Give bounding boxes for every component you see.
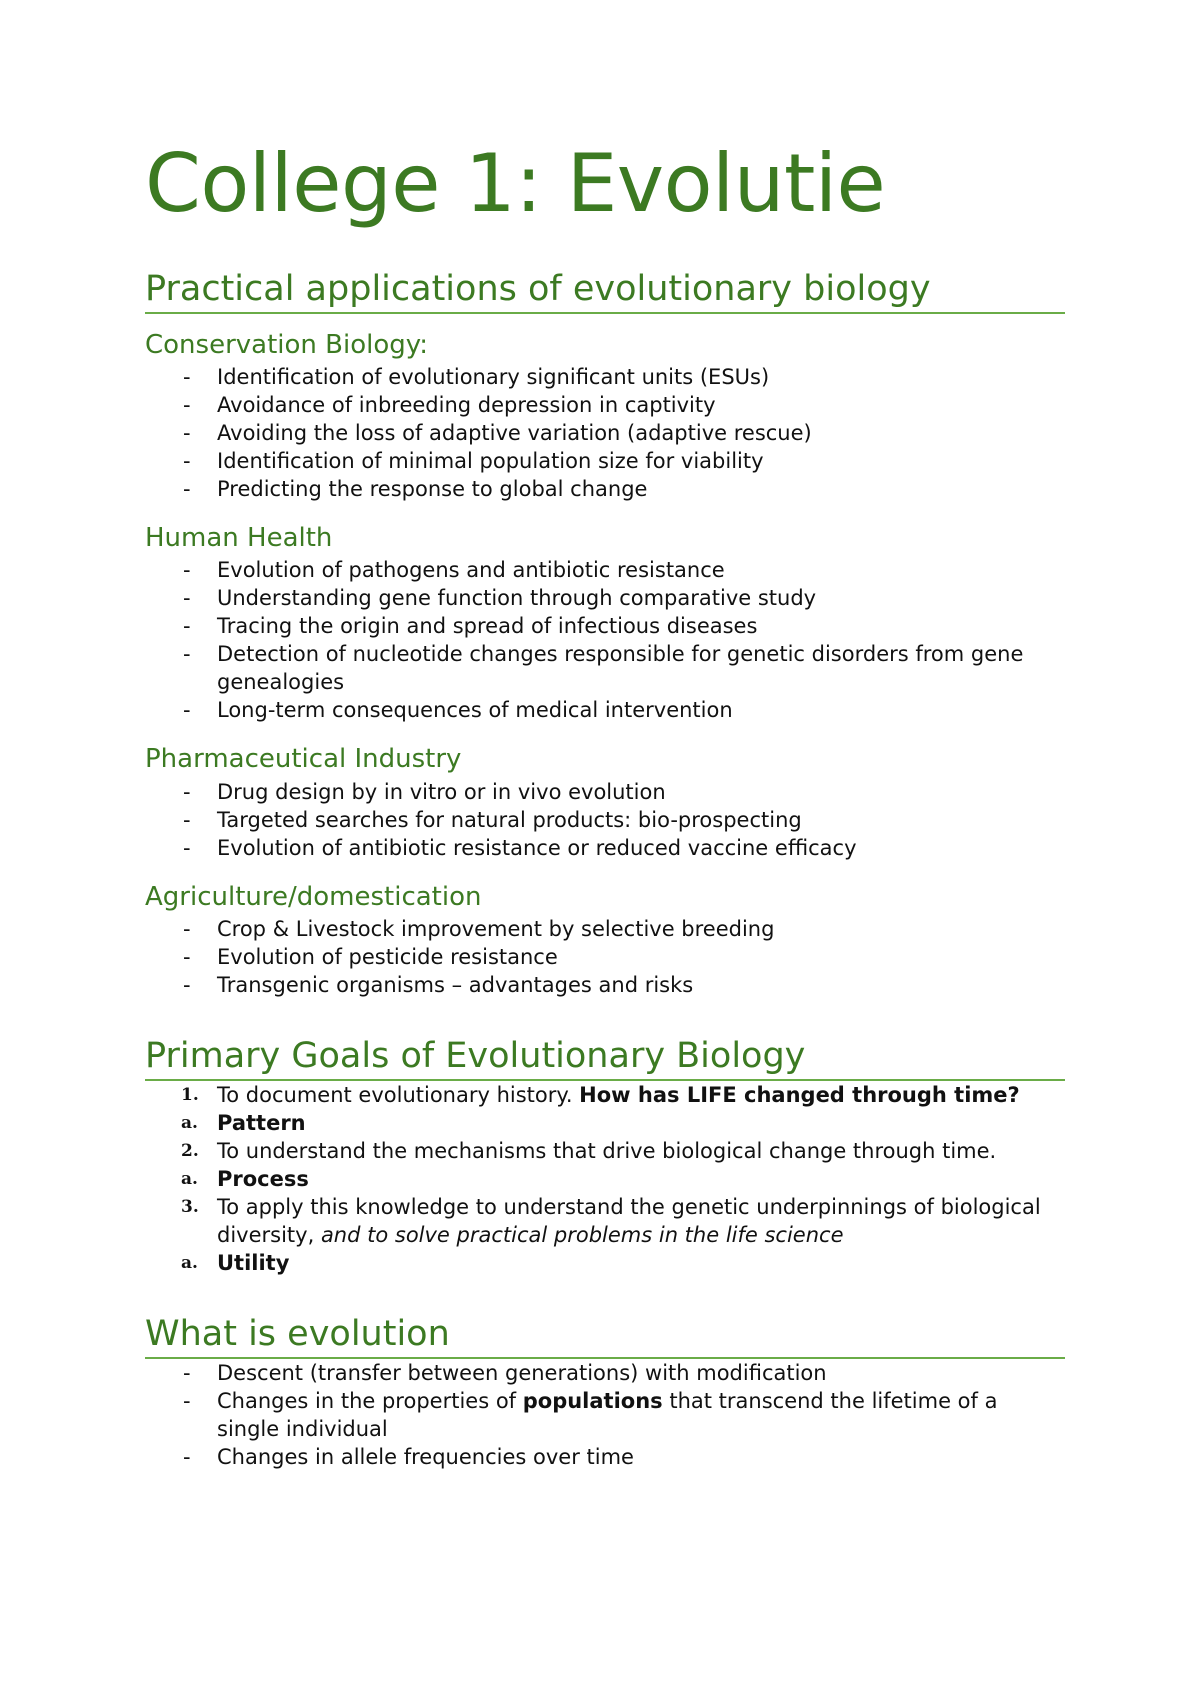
dash-marker: - (183, 807, 191, 832)
dash-marker: - (183, 1444, 191, 1469)
goal-subitem-text: Utility (217, 1250, 290, 1275)
list-item-text: Avoiding the loss of adaptive variation (adaptive rescue) (217, 421, 812, 446)
list-item (145, 1443, 1065, 1471)
dash-marker: - (183, 365, 191, 390)
dash-marker: - (183, 614, 191, 639)
goal-text: To document evolutionary history. (217, 1082, 580, 1107)
list-item (145, 971, 1065, 999)
number-marker: 2. (181, 1140, 199, 1161)
goal-subitem (145, 1165, 1065, 1193)
dash-marker: - (183, 586, 191, 611)
number-marker: 1. (181, 1084, 199, 1105)
list-item-text: Changes in allele frequencies over time (217, 1444, 634, 1469)
goal-item (145, 1081, 1065, 1137)
goal-text: To apply this knowledge to understand the genetic underpinnings of biological diversity, (217, 1194, 1041, 1247)
goal-sublist (145, 1109, 1065, 1137)
dash-marker: - (183, 393, 191, 418)
list-item-text: Detection of nucleotide changes responsible for genetic disorders from gene genealogies (217, 642, 1024, 695)
section-primary-goals (145, 1035, 1065, 1277)
goal-subitem (145, 1109, 1065, 1137)
list-item-text: Evolution of pathogens and antibiotic resistance (217, 558, 725, 583)
list-item (145, 391, 1065, 419)
list-item-text: Evolution of pesticide resistance (217, 944, 558, 969)
section-practical-applications (145, 268, 1065, 999)
number-marker: 3. (181, 1196, 199, 1217)
goal-item (145, 1193, 1065, 1277)
list-item-text: Understanding gene function through comparative study (217, 586, 817, 611)
list-what-is-evolution (145, 1359, 1065, 1471)
list-item (145, 915, 1065, 943)
list-item-text: that transcend the lifetime of a single individual (217, 1388, 998, 1441)
list-human-health (145, 556, 1065, 724)
document-title: College 1: Evolutie (145, 137, 886, 230)
list-item (145, 419, 1065, 447)
list-item-text: Evolution of antibiotic resistance or reduced vaccine efficacy (217, 835, 857, 860)
goal-item (145, 1137, 1065, 1193)
goal-question: How has LIFE changed through time? (579, 1082, 1020, 1107)
list-item (145, 778, 1065, 806)
list-item (145, 584, 1065, 612)
list-item (145, 1359, 1065, 1387)
goal-sublist (145, 1165, 1065, 1193)
dash-marker: - (183, 1388, 191, 1413)
dash-marker: - (183, 449, 191, 474)
list-item-text: Transgenic organisms – advantages and risks (217, 972, 694, 997)
list-item-text: Avoidance of inbreeding depression in captivity (217, 393, 716, 418)
dash-marker: - (183, 916, 191, 941)
subheading-agriculture-domestication: Agriculture/domestication (145, 881, 482, 912)
goal-sublist (145, 1249, 1065, 1277)
list-item (145, 834, 1065, 862)
subheading-conservation-biology: Conservation Biology: (145, 330, 429, 360)
list-item-text: Drug design by in vitro or in vivo evolution (217, 779, 666, 804)
list-conservation-biology (145, 363, 1065, 503)
dash-marker: - (183, 698, 191, 723)
list-item (145, 1387, 1065, 1443)
goal-subitem-text: Process (217, 1166, 309, 1191)
document-content (145, 137, 1065, 1501)
list-agriculture-domestication (145, 915, 1065, 999)
letter-marker: a. (181, 1168, 198, 1189)
list-item (145, 696, 1065, 724)
goal-subitem-text: Pattern (217, 1110, 306, 1135)
list-item-text: Changes in the properties of (217, 1388, 523, 1413)
dash-marker: - (183, 972, 191, 997)
list-pharmaceutical-industry (145, 778, 1065, 862)
list-item (145, 556, 1065, 584)
list-primary-goals (145, 1081, 1065, 1277)
list-item-text: Crop & Livestock improvement by selective breeding (217, 916, 775, 941)
goal-subitem (145, 1249, 1065, 1277)
list-item (145, 612, 1065, 640)
list-item-text: Identification of minimal population size for viability (217, 449, 764, 474)
dash-marker: - (183, 477, 191, 502)
letter-marker: a. (181, 1112, 198, 1133)
list-item (145, 640, 1065, 696)
list-item-text: Descent (transfer between generations) with modification (217, 1360, 827, 1385)
list-item (145, 806, 1065, 834)
list-item-emphasis: populations (522, 1388, 663, 1413)
section-heading: Practical applications of evolutionary biology (145, 268, 1065, 314)
list-item-text: Long-term consequences of medical intervention (217, 698, 733, 723)
list-item-text: Tracing the origin and spread of infectious diseases (217, 614, 758, 639)
section-heading: Primary Goals of Evolutionary Biology (145, 1035, 1065, 1081)
list-item (145, 943, 1065, 971)
list-item (145, 447, 1065, 475)
subheading-pharmaceutical-industry: Pharmaceutical Industry (145, 744, 462, 775)
goal-text: To understand the mechanisms that drive biological change through time. (217, 1138, 997, 1163)
list-item (145, 363, 1065, 391)
list-item (145, 475, 1065, 503)
section-what-is-evolution (145, 1313, 1065, 1471)
subheading-human-health: Human Health (145, 523, 333, 554)
dash-marker: - (183, 779, 191, 804)
dash-marker: - (183, 642, 191, 667)
dash-marker: - (183, 421, 191, 446)
dash-marker: - (183, 558, 191, 583)
section-heading: What is evolution (145, 1313, 1065, 1359)
dash-marker: - (183, 944, 191, 969)
list-item-text: Targeted searches for natural products: bio-prospecting (217, 807, 802, 832)
dash-marker: - (183, 1360, 191, 1385)
dash-marker: - (183, 835, 191, 860)
letter-marker: a. (181, 1252, 198, 1273)
list-item-text: Predicting the response to global change (217, 477, 648, 502)
list-item-text: Identification of evolutionary significant units (ESUs) (217, 365, 770, 390)
goal-italic-text: and to solve practical problems in the life science (320, 1222, 844, 1247)
